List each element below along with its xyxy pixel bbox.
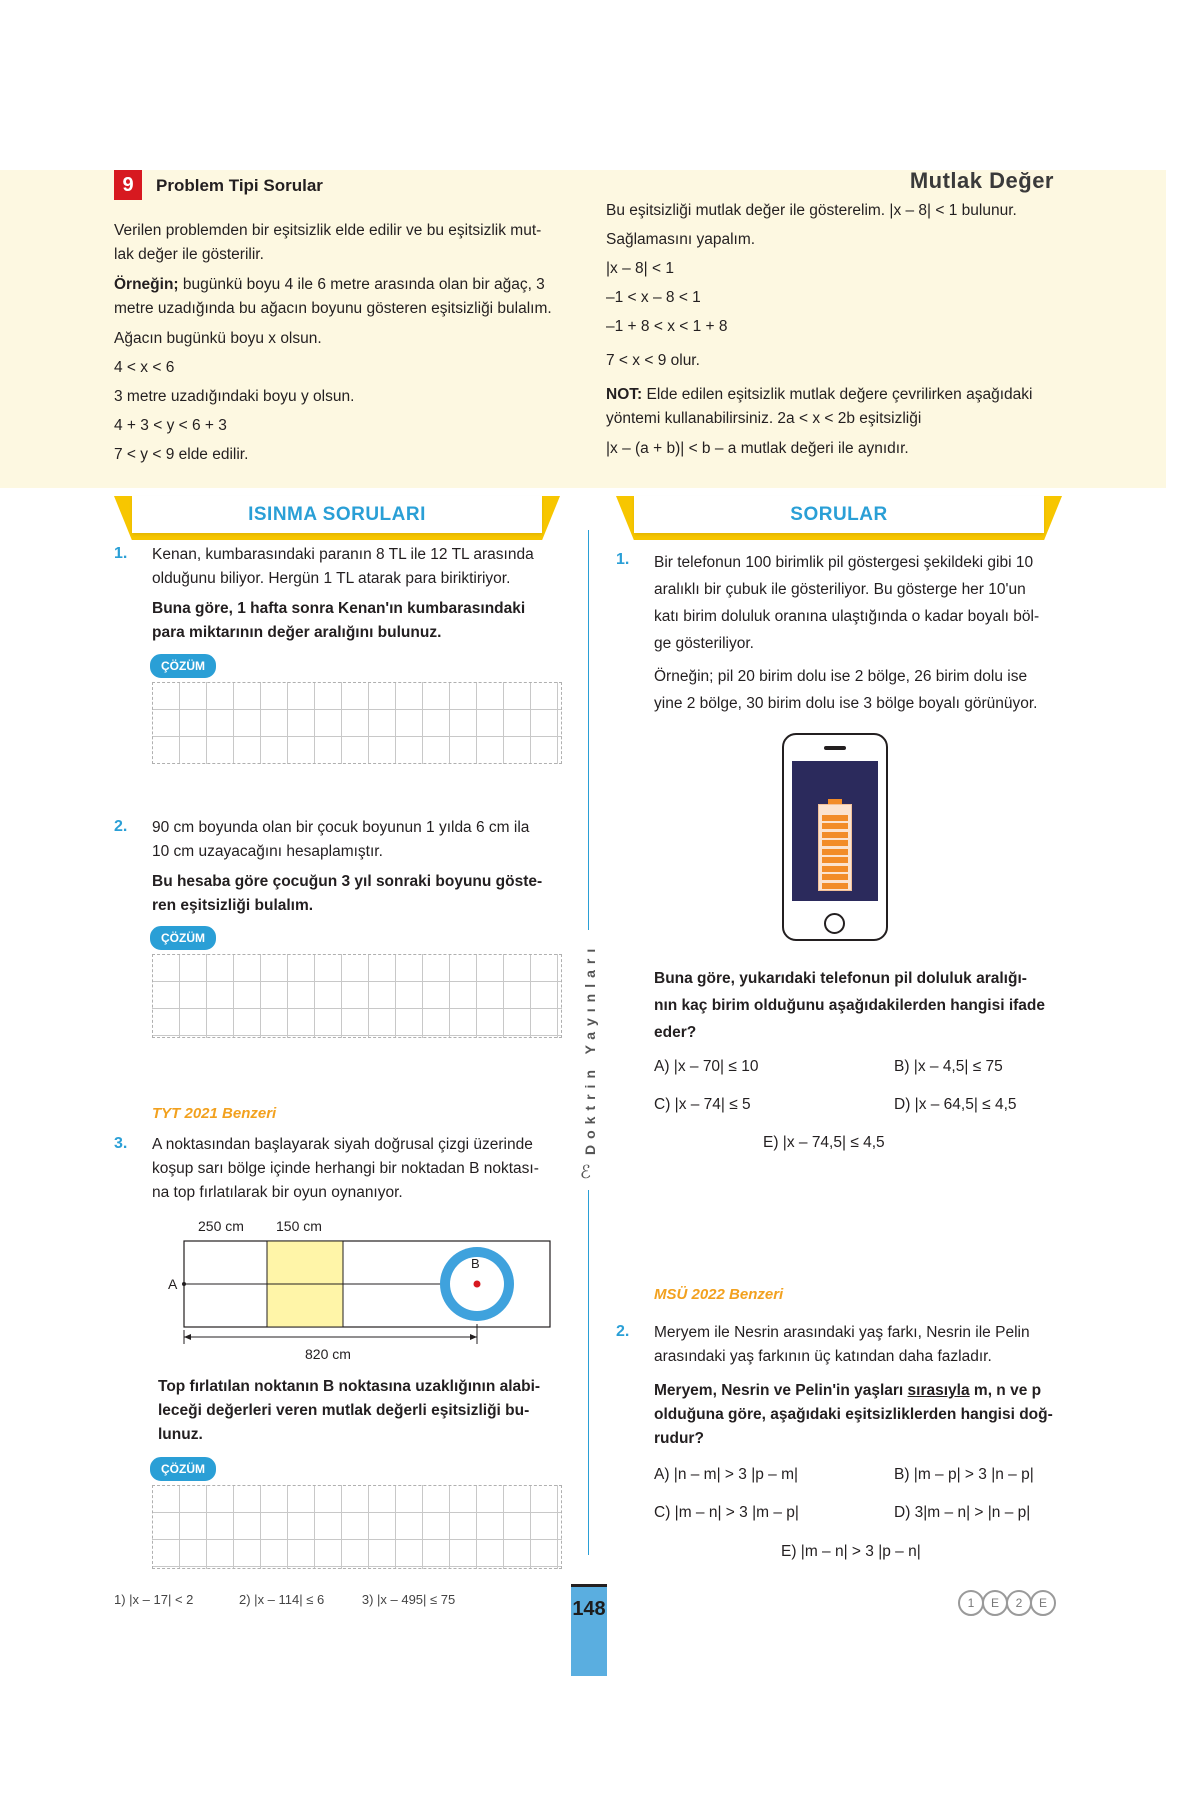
info-line: Örneğin; bugünkü boyu 4 ile 6 metre arasında olan bir ağaç, 3 (114, 276, 545, 293)
dimension-label: 250 cm (198, 1218, 244, 1234)
exam-similar-tag: TYT 2021 Benzeri (152, 1105, 277, 1122)
warmup-q1-text: Kenan, kumbarasındaki paranın 8 TL ile 12 TL arasında olduğunu biliyor. Hergün 1 TL atarak para biriktiriyor. Buna göre, 1 hafta sonra Kenan'ın kumbarasındaki para miktarının değer aralığını bulunuz. (152, 546, 534, 641)
info-line: –1 + 8 < x < 1 + 8 (606, 318, 728, 335)
series-logo-icon: 1 E 2 E (960, 1590, 1056, 1616)
answer-key: 1) |x – 17| < 2 2) |x – 114| ≤ 6 3) |x – 495| ≤ 75 (114, 1592, 456, 1607)
warmup-q2-number: 2. (114, 818, 128, 835)
point-label-b: B (471, 1256, 480, 1271)
solution-grid[interactable] (152, 1485, 562, 1569)
phone-figure (782, 733, 888, 941)
home-button-icon (824, 913, 845, 934)
solution-grid[interactable] (152, 682, 562, 764)
battery-segment (822, 806, 848, 812)
battery-segment (822, 823, 848, 829)
point-label-a: A (168, 1276, 178, 1292)
info-line: –1 < x – 8 < 1 (606, 289, 701, 306)
warmup-q3-number: 3. (114, 1135, 128, 1152)
field-diagram (160, 1212, 560, 1362)
question-2-text: Meryem ile Nesrin arasındaki yaş farkı, Nesrin ile Pelin arasındaki yaş farkının üç katından daha fazladır. Meryem, Nesrin ve Pelin'in yaşları sırasıyla m, n ve p olduğuna göre, aşağıdaki eşitsizliklerden hangisi doğ- rudur? (654, 1324, 1053, 1447)
page-number: 148 (572, 1598, 606, 1620)
solution-button[interactable]: ÇÖZÜM (150, 654, 216, 678)
info-line: 4 < x < 6 (114, 359, 175, 376)
warmup-q1-number: 1. (114, 545, 128, 562)
option-d[interactable]: D) |x – 64,5| ≤ 4,5 (894, 1096, 1017, 1113)
info-line: 4 + 3 < y < 6 + 3 (114, 417, 227, 434)
battery-segment (822, 832, 848, 838)
option-c[interactable]: C) |x – 74| ≤ 5 (654, 1096, 751, 1113)
dimension-label: 150 cm (276, 1218, 322, 1234)
solution-button[interactable]: ÇÖZÜM (150, 926, 216, 950)
info-line: 3 metre uzadığındaki boyu y olsun. (114, 388, 355, 405)
solution-grid[interactable] (152, 954, 562, 1038)
info-right-text (606, 199, 1076, 461)
option-e[interactable]: E) |x – 74,5| ≤ 4,5 (763, 1134, 885, 1151)
option-a[interactable]: A) |x – 70| ≤ 10 (654, 1058, 759, 1075)
option-b[interactable]: B) |x – 4,5| ≤ 75 (894, 1058, 1003, 1075)
warmup-q2-text: 90 cm boyunda olan bir çocuk boyunun 1 yılda 6 cm ila 10 cm uzayacağını hesaplamıştır. Bu hesaba göre çocuğun 3 yıl sonraki boyunu göste- ren eşitsizliği bulalım. (152, 819, 543, 914)
questions-section-title: SORULAR (790, 504, 888, 525)
solution-button[interactable]: ÇÖZÜM (150, 1457, 216, 1481)
info-line: 7 < x < 9 olur. (606, 352, 700, 369)
option-a[interactable]: A) |n – m| > 3 |p – m| (654, 1466, 799, 1483)
warmup-q3-question: Top fırlatılan noktanın B noktasına uzaklığının alabi- leceği değerleri veren mutlak değerli eşitsizliği bu- lunuz. (158, 1378, 541, 1443)
page-number-tab (571, 1584, 607, 1676)
battery-segment (822, 815, 848, 821)
topic-title: Problem Tipi Sorular (156, 176, 323, 195)
option-e[interactable]: E) |m – n| > 3 |p – n| (781, 1543, 921, 1560)
page-title: Mutlak Değer (909, 168, 1054, 193)
topic-number-badge: 9 (114, 170, 142, 200)
questions-section-header (616, 496, 1062, 540)
info-line: metre uzadığında bu ağacın boyunu gösteren eşitsizliği bulalım. (114, 300, 552, 317)
battery-segment (822, 874, 848, 880)
note-line: |x – (a + b)| < b – a mutlak değeri ile aynıdır. (606, 440, 909, 457)
exam-similar-tag: MSÜ 2022 Benzeri (654, 1286, 784, 1303)
question-1-text: Bir telefonun 100 birimlik pil göstergesi şekildeki gibi 10 aralıklı bir çubuk ile gösteriliyor. Bu gösterge her 10'un katı birim doluluk oranına ulaştığında o kadar boyalı böl- ge gösteriliyor. Örneğin; pil 20 birim dolu ise 2 bölge, 26 birim dolu ise yine 2 bölge, 30 birim dolu ise 3 bölge boyalı görünüyor. (654, 554, 1040, 712)
publisher-logo-icon: ℰ (580, 1162, 591, 1182)
dimension-label: 820 cm (305, 1346, 351, 1362)
battery-segment (822, 849, 848, 855)
info-line: 7 < y < 9 elde edilir. (114, 446, 249, 463)
option-c[interactable]: C) |m – n| > 3 |m – p| (654, 1504, 799, 1521)
battery-segment (822, 883, 848, 889)
warmup-q3-text: A noktasından başlayarak siyah doğrusal çizgi üzerinde koşup sarı bölge içinde herhangi bir noktadan B noktası- na top fırlatılarak bir oyun oynanıyor. (152, 1136, 539, 1201)
note-line: yöntemi kullanabilirsiniz. 2a < x < 2b eşitsizliği (606, 410, 922, 427)
warmup-section-header (114, 496, 560, 540)
note-label: NOT: (606, 386, 643, 403)
example-label: Örneğin; (114, 276, 179, 293)
option-b[interactable]: B) |m – p| > 3 |n – p| (894, 1466, 1034, 1483)
info-left-text (114, 219, 584, 467)
info-line: Sağlamasını yapalım. (606, 231, 756, 248)
field-figure (160, 1212, 560, 1362)
option-d[interactable]: D) 3|m – n| > |n – p| (894, 1504, 1031, 1521)
warmup-section-title: ISINMA SORULARI (248, 504, 426, 525)
question-1-question: Buna göre, yukarıdaki telefonun pil doluluk aralığı- nın kaç birim olduğunu aşağıdakilerden hangisi ifade eder? (654, 970, 1046, 1041)
battery-segment (822, 840, 848, 846)
info-line: Verilen problemden bir eşitsizlik elde edilir ve bu eşitsizlik mut- (114, 222, 542, 239)
info-line: Bu eşitsizliği mutlak değer ile gösterelim. |x – 8| < 1 bulunur. (606, 202, 1017, 219)
info-line: Ağacın bugünkü boyu x olsun. (114, 330, 322, 347)
battery-segment (822, 857, 848, 863)
battery-segment (822, 866, 848, 872)
question-2-number: 2. (616, 1323, 630, 1340)
phone-speaker-icon (824, 746, 846, 750)
battery-icon (818, 799, 852, 891)
publisher-label: Doktrin Yayınları (582, 942, 598, 1155)
question-1-number: 1. (616, 551, 630, 568)
info-line: lak değer ile gösterilir. (114, 246, 264, 263)
info-line: |x – 8| < 1 (606, 260, 674, 277)
note-line: NOT: Elde edilen eşitsizlik mutlak değere çevrilirken aşağıdaki (606, 386, 1033, 403)
